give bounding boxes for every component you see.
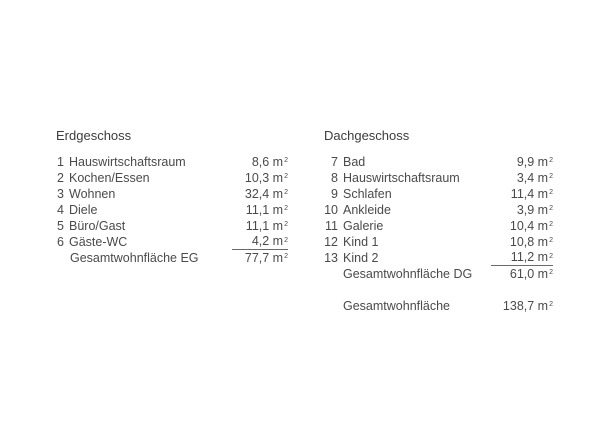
room-number: 5 [57,219,64,233]
room-area: 11,1 $m^2$ [245,219,288,233]
room-number: 9 [331,187,338,201]
room-area: 9,9 $m^2$ [516,155,553,169]
room-name: Ankleide [343,203,391,217]
room-name: Hauswirtschaftsraum [69,155,186,169]
room-row [56,234,288,250]
grand-total-label: Gesamtwohnfläche [343,299,451,313]
room-name: Bad [343,155,366,169]
total-row-eg [56,250,288,266]
room-area: 10,3 $m^2$ [244,171,288,185]
total-area: 61,0 $m^2$ [509,267,553,281]
room-row [324,250,553,266]
room-number: 1 [57,155,64,169]
room-area: 11,4 $m^2$ [510,187,553,201]
room-name: Diele [69,203,98,217]
room-row [56,154,288,170]
room-number: 4 [57,203,64,217]
room-name: Hauswirtschaftsraum [343,171,460,185]
room-row [324,186,553,202]
grand-total-row [324,298,553,314]
spacer [324,282,553,298]
room-number: 11 [325,219,338,233]
room-name: Kochen/Essen [69,171,150,185]
room-area: 8,6 $m^2$ [251,155,288,169]
room-area: 10,8 $m^2$ [509,235,553,249]
grand-total-area: 138,7 $m^2$ [502,299,553,313]
room-area: 3,9 $m^2$ [516,203,553,217]
room-name: Galerie [343,219,384,233]
total-area: 77,7 $m^2$ [244,251,288,265]
room-number: 12 [324,235,338,249]
room-number: 3 [57,187,64,201]
room-row [324,202,553,218]
room-name: Wohnen [69,187,116,201]
room-row [324,154,553,170]
room-row [56,186,288,202]
room-name: Gäste-WC [69,235,128,249]
erdgeschoss-section [56,126,288,266]
room-row [324,234,553,250]
room-number: 2 [57,171,64,185]
room-row [56,202,288,218]
room-area: 11,2 $m^2$ [491,250,553,266]
dachgeschoss-title: Dachgeschoss [324,128,410,143]
erdgeschoss-title: Erdgeschoss [56,128,132,143]
room-row [324,218,553,234]
room-name: Schlafen [343,187,392,201]
room-area: 4,2 $m^2$ [232,234,288,250]
room-number: 10 [324,203,338,217]
room-area: 32,4 $m^2$ [244,187,288,201]
room-area: 10,4 $m^2$ [509,219,553,233]
room-name: Kind 1 [343,235,379,249]
room-area: 3,4 $m^2$ [516,171,553,185]
room-number: 7 [331,155,338,169]
room-number: 13 [324,251,338,265]
room-row [324,170,553,186]
room-row [56,170,288,186]
total-row-dg [324,266,553,282]
room-name: Büro/Gast [69,219,126,233]
room-number: 6 [57,235,64,249]
total-label: Gesamtwohnfläche EG [70,251,199,265]
dachgeschoss-section [324,126,553,314]
room-area: 11,1 $m^2$ [245,203,288,217]
room-number: 8 [331,171,338,185]
room-row [56,218,288,234]
total-label: Gesamtwohnfläche DG [343,267,473,281]
room-name: Kind 2 [343,251,379,265]
